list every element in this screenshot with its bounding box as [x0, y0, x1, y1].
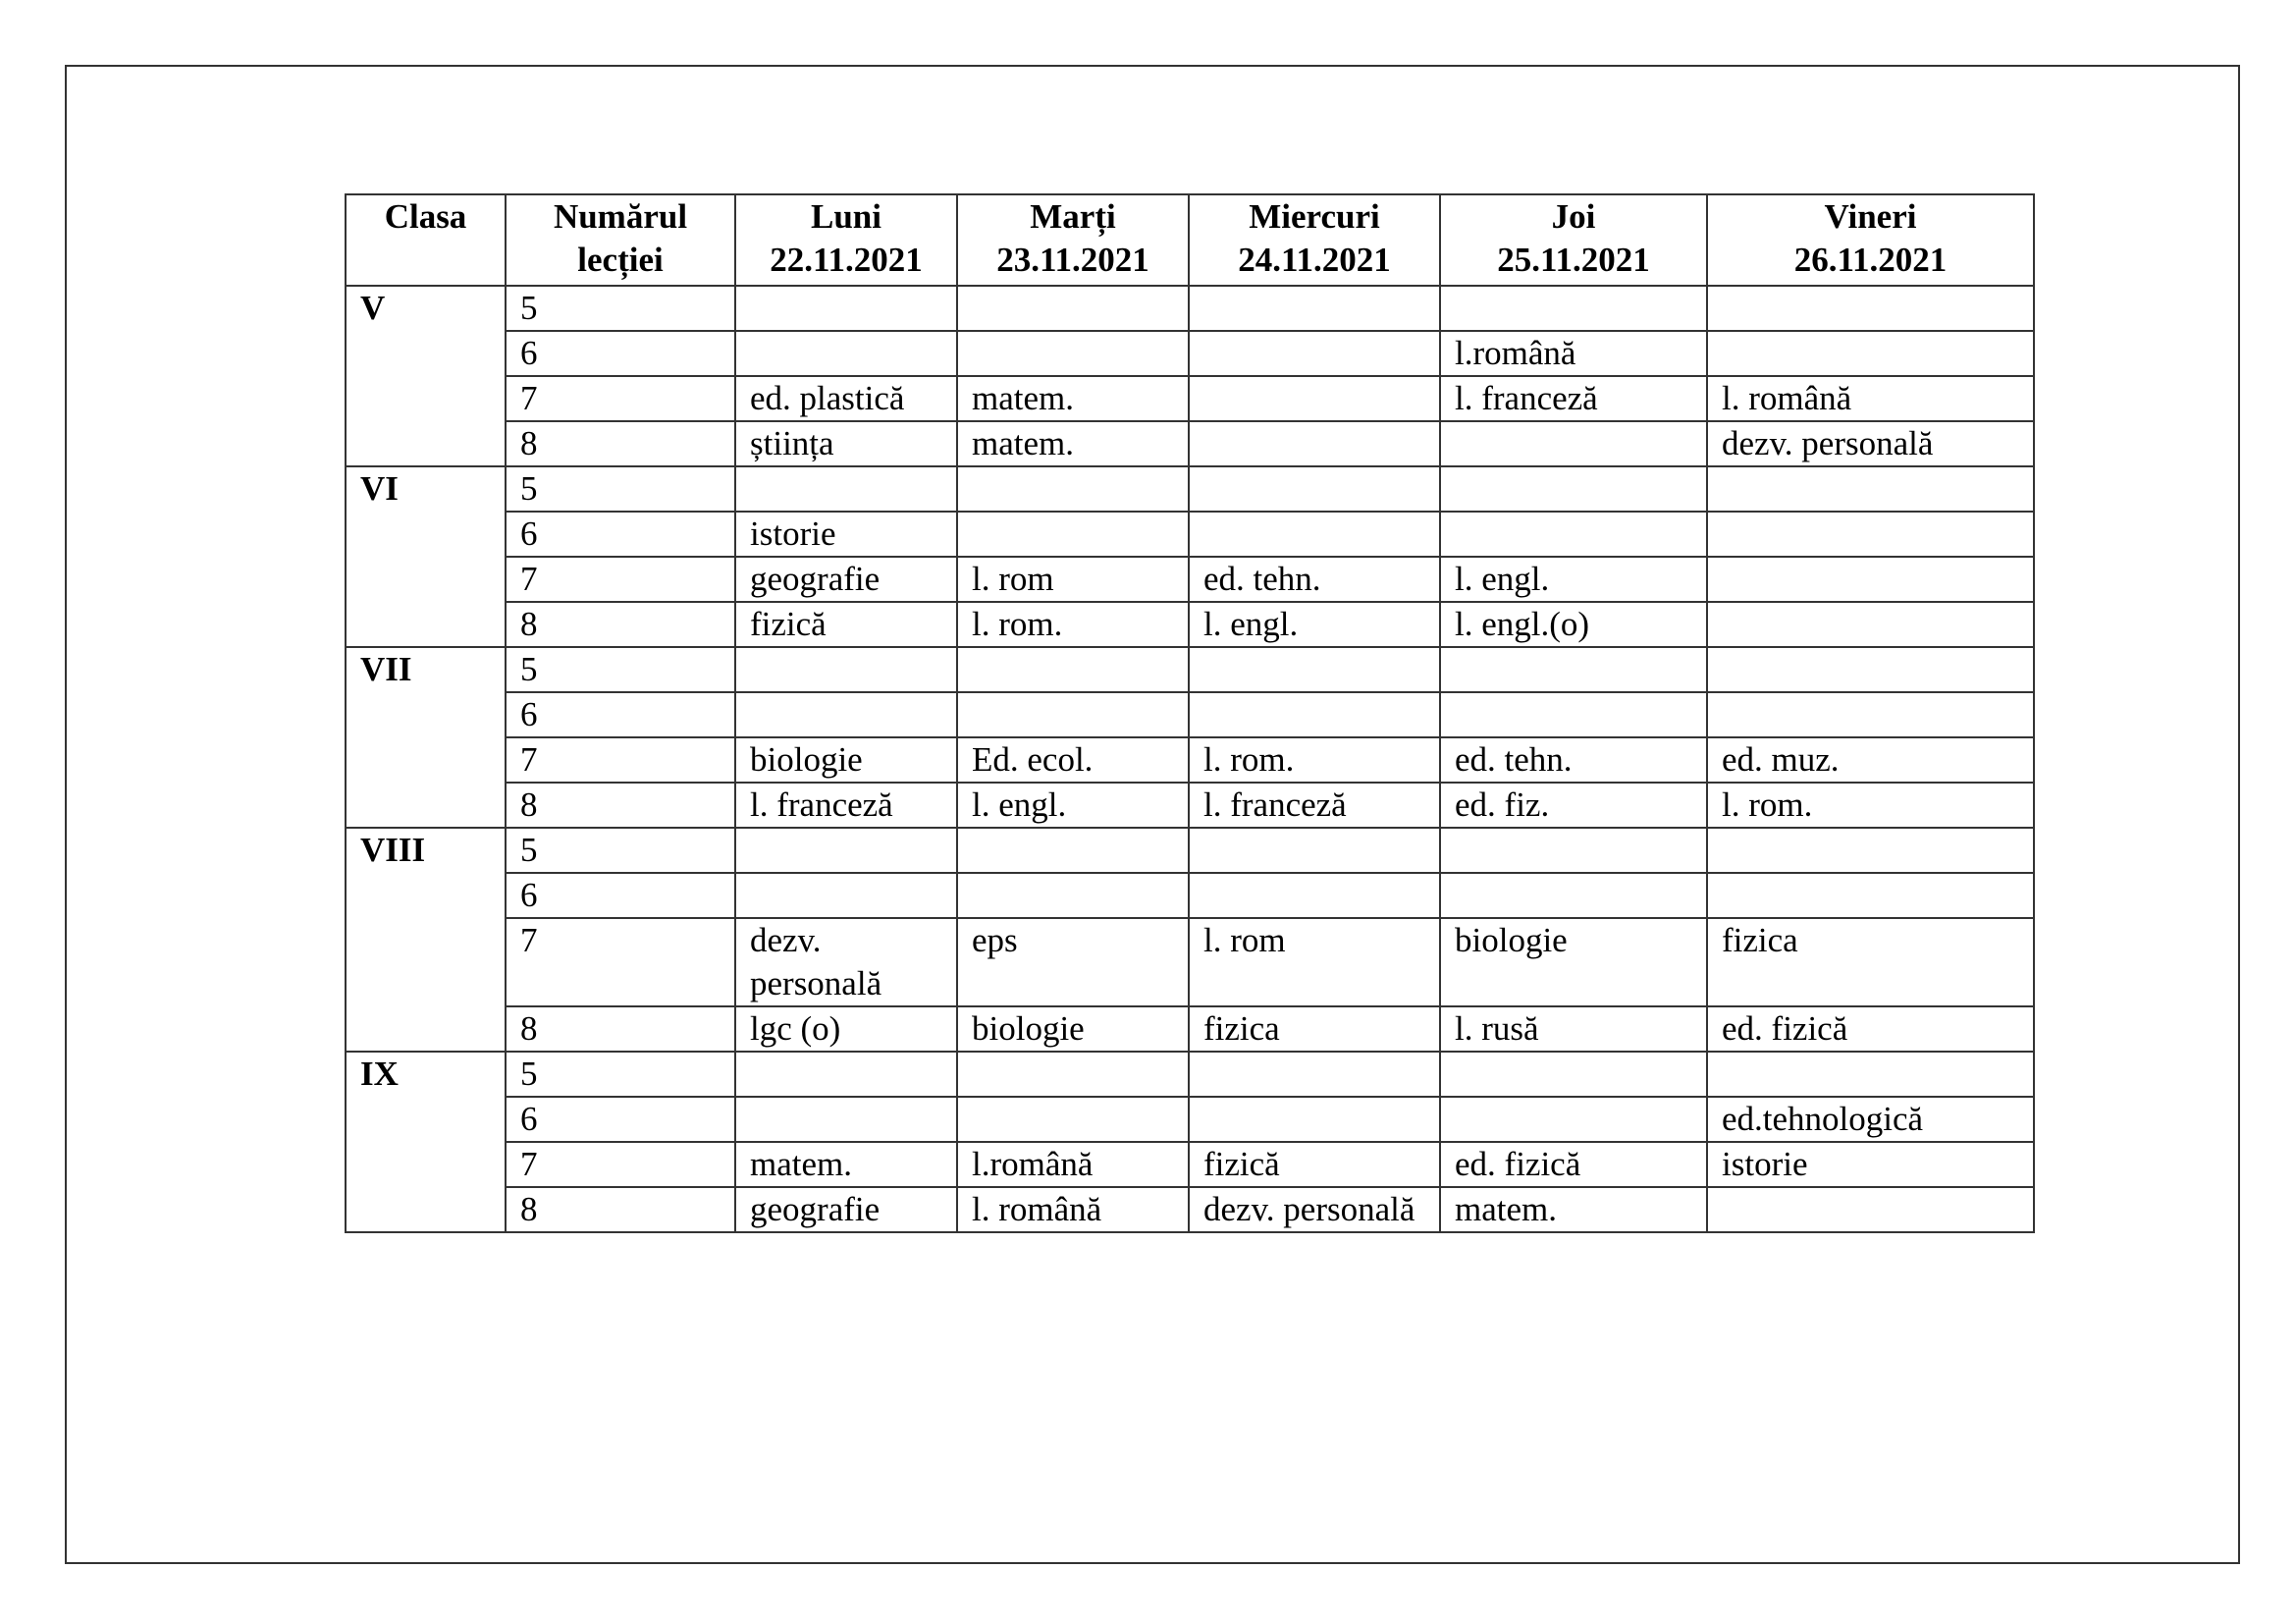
subject-cell: istorie: [735, 512, 957, 557]
subject-cell: ed. fizică: [1707, 1006, 2034, 1052]
schedule-table: [345, 193, 2035, 1233]
lesson-number-cell: 7: [506, 1142, 735, 1187]
lesson-number-cell: 5: [506, 286, 735, 331]
table-row: [346, 557, 2034, 602]
subject-cell: [1707, 331, 2034, 376]
table-row: [346, 466, 2034, 512]
subject-cell: [1440, 647, 1707, 692]
table-row: [346, 873, 2034, 918]
subject-cell: [1707, 873, 2034, 918]
lesson-number-cell: 8: [506, 602, 735, 647]
subject-cell: [957, 873, 1189, 918]
subject-cell: [735, 286, 957, 331]
subject-cell: [1189, 647, 1440, 692]
subject-cell: fizica: [1189, 1006, 1440, 1052]
lesson-number-cell: 6: [506, 692, 735, 737]
lesson-number-cell: 6: [506, 873, 735, 918]
header-numarul-lectiei: Numărul lecției: [506, 194, 735, 286]
subject-cell: l. franceză: [735, 783, 957, 828]
table-row: [346, 828, 2034, 873]
subject-cell: [735, 1097, 957, 1142]
subject-cell: fizica: [1707, 918, 2034, 1006]
lesson-number-cell: 6: [506, 1097, 735, 1142]
subject-cell: [1707, 466, 2034, 512]
subject-cell: [1189, 873, 1440, 918]
subject-cell: [1707, 1187, 2034, 1232]
subject-cell: l. rom.: [1707, 783, 2034, 828]
class-name-cell: IX: [346, 1052, 506, 1232]
table-row: [346, 783, 2034, 828]
subject-cell: [957, 512, 1189, 557]
table-row: [346, 1052, 2034, 1097]
class-name-cell: VIII: [346, 828, 506, 1052]
table-row: [346, 331, 2034, 376]
header-row: [346, 194, 2034, 286]
lesson-number-cell: 7: [506, 557, 735, 602]
subject-cell: l. rom.: [1189, 737, 1440, 783]
subject-cell: [735, 466, 957, 512]
subject-cell: [1440, 692, 1707, 737]
subject-cell: l. rusă: [1440, 1006, 1707, 1052]
subject-cell: biologie: [735, 737, 957, 783]
subject-cell: [957, 1097, 1189, 1142]
subject-cell: [957, 331, 1189, 376]
lesson-number-cell: 8: [506, 421, 735, 466]
subject-cell: l. rom.: [957, 602, 1189, 647]
table-row: [346, 376, 2034, 421]
table-row: [346, 286, 2034, 331]
subject-cell: [1707, 647, 2034, 692]
header-marti: Marți 23.11.2021: [957, 194, 1189, 286]
subject-cell: l. rom: [1189, 918, 1440, 1006]
subject-cell: [1189, 286, 1440, 331]
subject-cell: [1189, 331, 1440, 376]
subject-cell: l.română: [957, 1142, 1189, 1187]
subject-cell: matem.: [735, 1142, 957, 1187]
subject-cell: [1189, 421, 1440, 466]
subject-cell: ed. muz.: [1707, 737, 2034, 783]
subject-cell: ed.tehnologică: [1707, 1097, 2034, 1142]
table-row: [346, 918, 2034, 1006]
subject-cell: [1440, 286, 1707, 331]
header-miercuri: Miercuri 24.11.2021: [1189, 194, 1440, 286]
subject-cell: l. română: [1707, 376, 2034, 421]
subject-cell: [1189, 1097, 1440, 1142]
subject-cell: [1189, 692, 1440, 737]
table-row: [346, 1006, 2034, 1052]
subject-cell: l.română: [1440, 331, 1707, 376]
header-clasa: Clasa: [346, 194, 506, 286]
lesson-number-cell: 6: [506, 331, 735, 376]
subject-cell: ed. tehn.: [1440, 737, 1707, 783]
subject-cell: Ed. ecol.: [957, 737, 1189, 783]
subject-cell: dezv. personală: [1189, 1187, 1440, 1232]
subject-cell: l. franceză: [1189, 783, 1440, 828]
subject-cell: dezv. personală: [735, 918, 957, 1006]
subject-cell: matem.: [957, 376, 1189, 421]
subject-cell: [1440, 466, 1707, 512]
schedule-body: [346, 286, 2034, 1232]
subject-cell: istorie: [1707, 1142, 2034, 1187]
subject-cell: ed. fiz.: [1440, 783, 1707, 828]
subject-cell: [1707, 602, 2034, 647]
subject-cell: dezv. personală: [1707, 421, 2034, 466]
subject-cell: [1707, 1052, 2034, 1097]
header-joi: Joi 25.11.2021: [1440, 194, 1707, 286]
lesson-number-cell: 5: [506, 466, 735, 512]
lesson-number-cell: 7: [506, 737, 735, 783]
subject-cell: [1189, 828, 1440, 873]
subject-cell: [1440, 421, 1707, 466]
subject-cell: ed. tehn.: [1189, 557, 1440, 602]
subject-cell: [735, 331, 957, 376]
subject-cell: [957, 692, 1189, 737]
subject-cell: matem.: [957, 421, 1189, 466]
subject-cell: [1707, 512, 2034, 557]
subject-cell: l. engl.: [1440, 557, 1707, 602]
class-name-cell: VI: [346, 466, 506, 647]
lesson-number-cell: 8: [506, 1187, 735, 1232]
subject-cell: [957, 286, 1189, 331]
subject-cell: fizică: [735, 602, 957, 647]
subject-cell: l. engl.: [1189, 602, 1440, 647]
subject-cell: [735, 1052, 957, 1097]
lesson-number-cell: 7: [506, 918, 735, 1006]
table-row: [346, 647, 2034, 692]
subject-cell: [1707, 557, 2034, 602]
lesson-number-cell: 5: [506, 647, 735, 692]
lesson-number-cell: 5: [506, 1052, 735, 1097]
subject-cell: geografie: [735, 1187, 957, 1232]
subject-cell: [1707, 286, 2034, 331]
subject-cell: [1189, 512, 1440, 557]
subject-cell: [1707, 828, 2034, 873]
subject-cell: [1440, 1097, 1707, 1142]
header-vineri: Vineri 26.11.2021: [1707, 194, 2034, 286]
subject-cell: l. franceză: [1440, 376, 1707, 421]
subject-cell: [1440, 512, 1707, 557]
table-row: [346, 602, 2034, 647]
subject-cell: [957, 647, 1189, 692]
lesson-number-cell: 8: [506, 1006, 735, 1052]
lesson-number-cell: 8: [506, 783, 735, 828]
lesson-number-cell: 5: [506, 828, 735, 873]
subject-cell: [735, 828, 957, 873]
table-row: [346, 512, 2034, 557]
subject-cell: ed. fizică: [1440, 1142, 1707, 1187]
subject-cell: [957, 828, 1189, 873]
subject-cell: l. română: [957, 1187, 1189, 1232]
subject-cell: [1189, 466, 1440, 512]
table-row: [346, 1097, 2034, 1142]
lesson-number-cell: 7: [506, 376, 735, 421]
subject-cell: [1440, 1052, 1707, 1097]
subject-cell: l. engl.(o): [1440, 602, 1707, 647]
subject-cell: geografie: [735, 557, 957, 602]
subject-cell: eps: [957, 918, 1189, 1006]
subject-cell: [1440, 828, 1707, 873]
table-row: [346, 692, 2034, 737]
subject-cell: lgc (o): [735, 1006, 957, 1052]
table-row: [346, 737, 2034, 783]
table-row: [346, 1187, 2034, 1232]
subject-cell: [1189, 1052, 1440, 1097]
subject-cell: ed. plastică: [735, 376, 957, 421]
subject-cell: fizică: [1189, 1142, 1440, 1187]
lesson-number-cell: 6: [506, 512, 735, 557]
subject-cell: [957, 466, 1189, 512]
class-name-cell: VII: [346, 647, 506, 828]
subject-cell: [735, 692, 957, 737]
subject-cell: biologie: [957, 1006, 1189, 1052]
header-luni: Luni 22.11.2021: [735, 194, 957, 286]
subject-cell: [735, 873, 957, 918]
subject-cell: biologie: [1440, 918, 1707, 1006]
subject-cell: știința: [735, 421, 957, 466]
subject-cell: l. engl.: [957, 783, 1189, 828]
subject-cell: matem.: [1440, 1187, 1707, 1232]
table-row: [346, 1142, 2034, 1187]
class-name-cell: V: [346, 286, 506, 466]
subject-cell: l. rom: [957, 557, 1189, 602]
subject-cell: [957, 1052, 1189, 1097]
subject-cell: [735, 647, 957, 692]
subject-cell: [1189, 376, 1440, 421]
subject-cell: [1440, 873, 1707, 918]
table-row: [346, 421, 2034, 466]
subject-cell: [1707, 692, 2034, 737]
